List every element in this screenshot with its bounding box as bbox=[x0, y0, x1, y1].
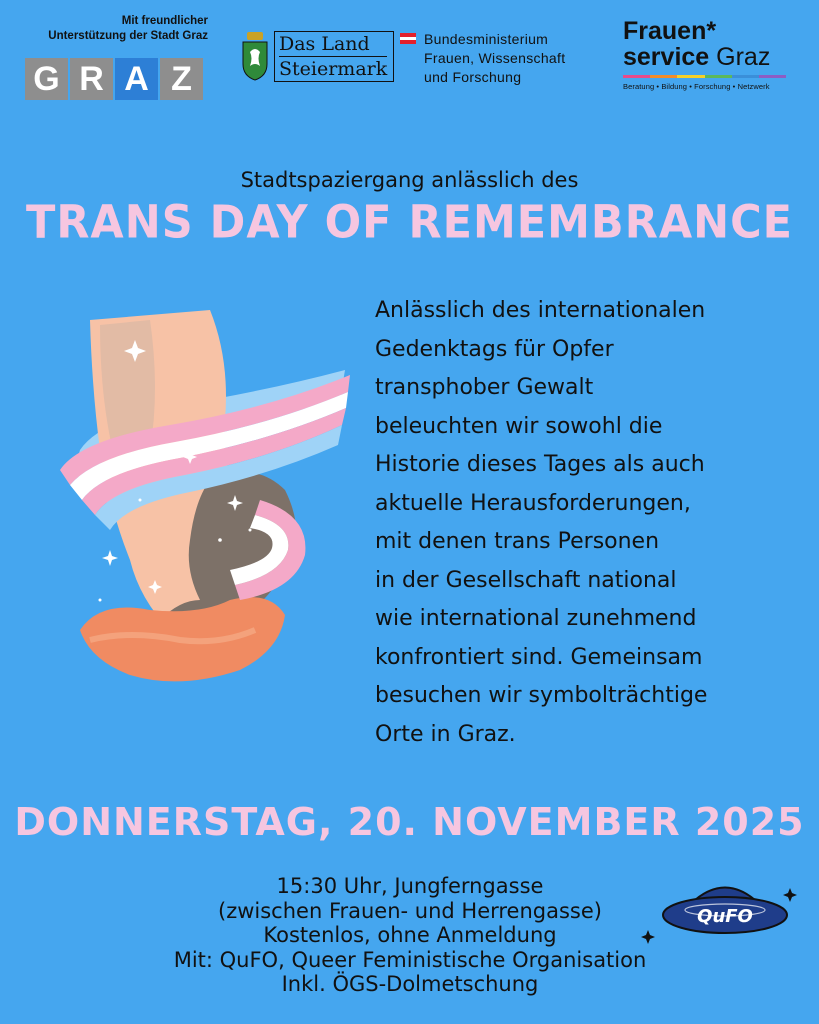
event-location-note: (zwischen Frauen- und Herrengasse) bbox=[218, 898, 602, 923]
austria-flag-icon bbox=[400, 33, 416, 44]
land-steiermark-logo bbox=[240, 30, 394, 82]
event-accessibility: Inkl. ÖGS-Dolmetschung bbox=[281, 972, 539, 996]
graz-letter-z: Z bbox=[160, 58, 203, 100]
bmbwf-logo: Bundesministerium Frauen, Wissenschaft und Forschung bbox=[400, 30, 565, 87]
graz-support-text: Mit freundlicher Unterstützung der Stadt Graz bbox=[48, 15, 208, 42]
event-subtitle: Stadtspaziergang anlässlich des bbox=[240, 168, 579, 192]
event-description: Anlässlich des internationalen Gedenktags für Opfer transphober Gewalt beleuchten wir sowohl die Historie dieses Tages als auch aktuelle Herausforderungen, mit denen trans Personen in der Gesellschaft national wie international zunehmend konfrontiert sind. Gemeinsam besuchen wir symbolträchtige Orte in Graz. bbox=[375, 298, 708, 747]
event-headline: TRANS DAY OF REMEMBRANCE bbox=[25, 196, 794, 250]
holding-hands-trans-ribbon-icon bbox=[40, 300, 360, 710]
graz-letter-g: G bbox=[25, 58, 68, 100]
graz-letter-a: A bbox=[115, 58, 158, 100]
event-organizer: Mit: QuFO, Queer Feministische Organisation bbox=[173, 947, 647, 972]
graz-logo bbox=[25, 58, 203, 100]
graz-letter-r: R bbox=[70, 58, 113, 100]
event-cost: Kostenlos, ohne Anmeldung bbox=[263, 923, 557, 947]
qufo-text: QuFO bbox=[697, 906, 753, 927]
event-time-location: 15:30 Uhr, Jungferngasse bbox=[276, 874, 544, 898]
rainbow-bar bbox=[623, 75, 786, 78]
qufo-logo bbox=[640, 870, 805, 950]
coat-of-arms-icon bbox=[240, 30, 270, 82]
land-steiermark-wordmark: Das Land Steiermark bbox=[274, 31, 394, 82]
frauenservice-logo: Frauen* service Graz Beratung • Bildung • Forschung • Netzwerk bbox=[623, 18, 793, 91]
event-date: DONNERSTAG, 20. NOVEMBER 2025 bbox=[14, 800, 805, 844]
